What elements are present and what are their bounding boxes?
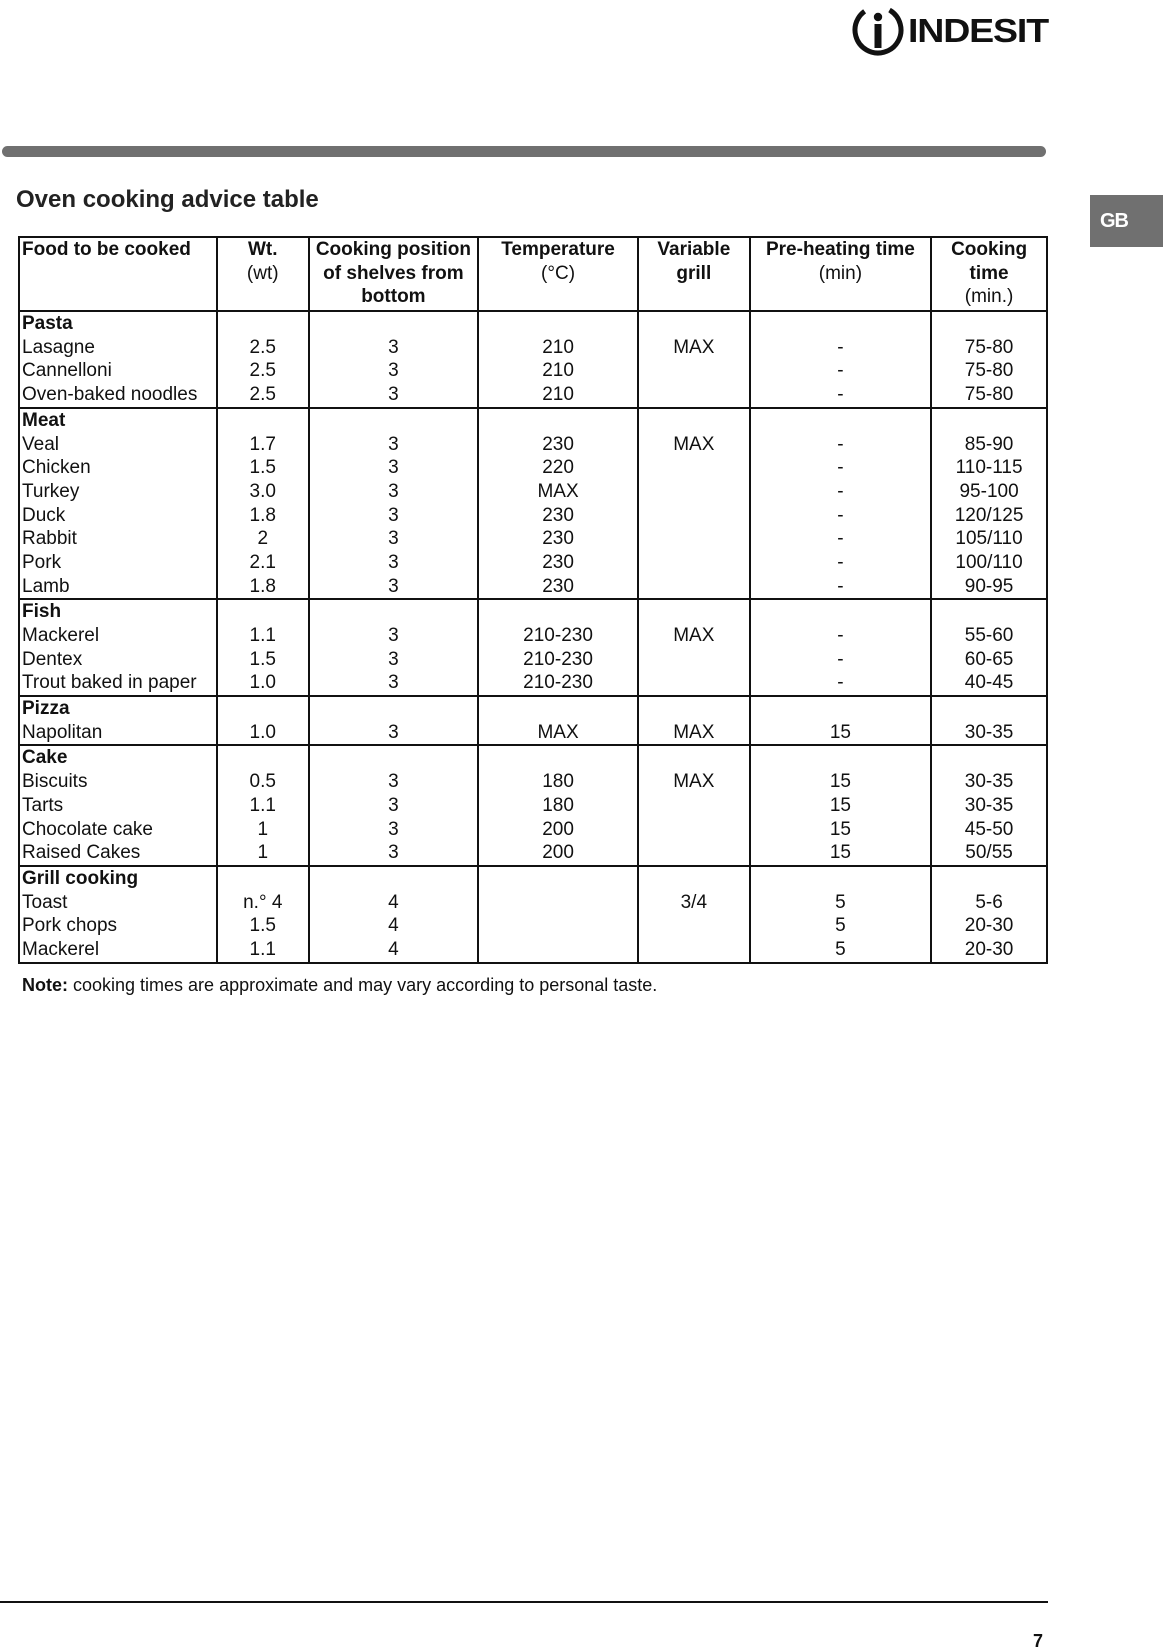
value-preheat: - xyxy=(837,360,844,382)
grill-value: MAX xyxy=(673,721,715,743)
value-temperature: 230 xyxy=(542,575,574,597)
cell-wt xyxy=(217,745,309,865)
language-tab: GB xyxy=(1090,195,1163,247)
grill-value: MAX xyxy=(673,771,715,793)
spacer xyxy=(479,746,637,770)
value-shelf: 3 xyxy=(388,721,399,743)
value-shelf: 4 xyxy=(388,891,399,913)
value-wt: 2 xyxy=(257,528,269,550)
value-shelf: 3 xyxy=(388,384,399,406)
spacer xyxy=(479,867,637,891)
value-preheat: - xyxy=(837,625,844,647)
value-cooking-time: 5-6 xyxy=(975,891,1003,913)
value-preheat: 15 xyxy=(829,842,851,864)
cell-grill xyxy=(638,866,750,963)
value-wt: n.° 4 xyxy=(243,891,283,913)
value-shelf: 3 xyxy=(388,336,399,358)
value-cooking-time: 50/55 xyxy=(965,842,1013,864)
value-temperature: 180 xyxy=(542,771,574,793)
cell-shelf xyxy=(309,408,479,600)
indesit-logo xyxy=(850,2,1050,58)
spacer xyxy=(639,697,749,721)
value-cooking-time: 105/110 xyxy=(955,528,1023,550)
cell-food xyxy=(19,311,217,408)
value-temperature: 210-230 xyxy=(523,672,593,694)
value-wt: 1.0 xyxy=(249,672,276,694)
value-shelf: 3 xyxy=(388,360,399,382)
spacer xyxy=(218,697,308,721)
value-shelf: 3 xyxy=(388,480,399,502)
spacer xyxy=(751,600,930,624)
food-name: Mackerel xyxy=(22,625,100,647)
value-preheat: 15 xyxy=(829,771,851,793)
cell-wt xyxy=(217,696,309,745)
spacer xyxy=(932,746,1046,770)
food-name: Duck xyxy=(22,504,66,526)
spacer xyxy=(218,746,308,770)
value-shelf: 3 xyxy=(388,625,399,647)
spacer xyxy=(932,600,1046,624)
cell-cooking-time xyxy=(931,408,1047,600)
value-temperature: 230 xyxy=(542,528,574,550)
value-shelf: 3 xyxy=(388,528,399,550)
cell-wt xyxy=(217,408,309,600)
category-label: Grill cooking xyxy=(22,867,139,889)
group-row xyxy=(19,696,1047,745)
category-label: Meat xyxy=(22,409,66,431)
value-preheat: - xyxy=(837,551,844,573)
value-shelf: 3 xyxy=(388,771,399,793)
value-cooking-time: 40-45 xyxy=(964,672,1014,694)
cell-grill xyxy=(638,745,750,865)
value-cooking-time: 100/110 xyxy=(955,551,1023,573)
value-wt: 1.8 xyxy=(249,575,276,597)
value-preheat: - xyxy=(837,672,844,694)
value-shelf: 3 xyxy=(388,504,399,526)
value-shelf: 4 xyxy=(388,915,399,937)
cell-food xyxy=(19,745,217,865)
spacer xyxy=(932,409,1046,433)
value-shelf: 3 xyxy=(388,575,399,597)
col-header-cooking-time: Cooking time (min.) xyxy=(931,237,1047,311)
value-preheat: 15 xyxy=(829,818,851,840)
cell-temperature xyxy=(478,866,638,963)
spacer xyxy=(932,697,1046,721)
cell-preheat xyxy=(750,311,931,408)
cell-shelf xyxy=(309,745,479,865)
group-row xyxy=(19,599,1047,696)
value-temperature: 220 xyxy=(542,457,574,479)
grill-value: MAX xyxy=(673,625,715,647)
value-temperature: 230 xyxy=(542,504,574,526)
cell-grill xyxy=(638,696,750,745)
value-cooking-time: 75-80 xyxy=(964,360,1014,382)
value-cooking-time: 75-80 xyxy=(964,384,1014,406)
food-name: Rabbit xyxy=(22,528,77,550)
value-preheat: 15 xyxy=(829,721,851,743)
value-wt: 1.8 xyxy=(249,504,276,526)
value-preheat: - xyxy=(837,528,844,550)
value-cooking-time: 30-35 xyxy=(964,771,1014,793)
cell-shelf xyxy=(309,599,479,696)
spacer xyxy=(310,312,478,336)
value-shelf: 3 xyxy=(388,672,399,694)
spacer xyxy=(479,312,637,336)
cell-preheat xyxy=(750,745,931,865)
cell-temperature xyxy=(478,599,638,696)
grill-value: 3/4 xyxy=(680,891,708,913)
value-temperature: 200 xyxy=(542,842,574,864)
value-wt: 1.1 xyxy=(249,625,276,647)
spacer xyxy=(310,867,478,891)
value-shelf: 3 xyxy=(388,794,399,816)
value-shelf: 4 xyxy=(388,938,399,960)
value-cooking-time: 20-30 xyxy=(964,938,1014,960)
spacer xyxy=(751,746,930,770)
spacer xyxy=(479,697,637,721)
note: Note: cooking times are approximate and may vary according to personal taste. xyxy=(22,975,658,995)
col-header-food: Food to be cooked xyxy=(19,237,217,311)
value-preheat: - xyxy=(837,648,844,670)
footer-rule xyxy=(0,1601,1048,1603)
value-temperature: 230 xyxy=(542,551,574,573)
food-name: Cannelloni xyxy=(22,360,112,382)
grill-value: MAX xyxy=(673,336,715,358)
cell-preheat xyxy=(750,866,931,963)
col-header-temperature: Temperature (°C) xyxy=(478,237,638,311)
food-name: Lasagne xyxy=(22,336,95,358)
spacer xyxy=(310,600,478,624)
food-name: Toast xyxy=(22,891,68,913)
category-label: Pasta xyxy=(22,313,73,335)
value-temperature: 180 xyxy=(542,794,574,816)
cell-cooking-time xyxy=(931,866,1047,963)
food-name: Biscuits xyxy=(22,771,88,793)
value-temperature xyxy=(479,914,637,938)
cell-cooking-time xyxy=(931,599,1047,696)
cell-food xyxy=(19,696,217,745)
value-temperature: 210-230 xyxy=(523,648,593,670)
spacer xyxy=(479,409,637,433)
cell-wt xyxy=(217,311,309,408)
value-preheat: 5 xyxy=(835,938,846,960)
cell-temperature xyxy=(478,311,638,408)
value-wt: 1.5 xyxy=(249,648,276,670)
value-temperature: 210 xyxy=(542,360,574,382)
cell-cooking-time xyxy=(931,745,1047,865)
cell-cooking-time xyxy=(931,696,1047,745)
spacer xyxy=(310,409,478,433)
spacer xyxy=(751,697,930,721)
page-number: 7 xyxy=(1033,1631,1044,1651)
value-preheat: 15 xyxy=(829,794,851,816)
food-name: Turkey xyxy=(22,480,80,502)
spacer xyxy=(218,600,308,624)
value-wt: 1.0 xyxy=(249,721,276,743)
value-wt: 1 xyxy=(257,818,269,840)
cell-preheat xyxy=(750,599,931,696)
group-row xyxy=(19,311,1047,408)
value-temperature: MAX xyxy=(537,721,579,743)
value-temperature: 230 xyxy=(542,433,574,455)
cell-shelf xyxy=(309,311,479,408)
cell-wt xyxy=(217,599,309,696)
value-shelf: 3 xyxy=(388,433,399,455)
value-cooking-time: 60-65 xyxy=(964,648,1014,670)
value-preheat: - xyxy=(837,504,844,526)
value-wt: 2.1 xyxy=(249,551,276,573)
cell-food xyxy=(19,408,217,600)
cell-cooking-time xyxy=(931,311,1047,408)
col-header-shelf: Cooking position of shelves from bottom xyxy=(309,237,479,311)
page-title: Oven cooking advice table xyxy=(16,186,319,213)
value-wt: 1 xyxy=(257,842,269,864)
cell-grill xyxy=(638,311,750,408)
value-shelf: 3 xyxy=(388,648,399,670)
value-cooking-time: 30-35 xyxy=(964,794,1014,816)
spacer xyxy=(218,409,308,433)
cell-preheat xyxy=(750,408,931,600)
food-name: Chicken xyxy=(22,457,91,479)
spacer xyxy=(310,697,478,721)
col-header-grill: Variable grill xyxy=(638,237,750,311)
value-preheat: - xyxy=(837,457,844,479)
food-name: Pork xyxy=(22,551,62,573)
food-name: Dentex xyxy=(22,648,83,670)
value-preheat: - xyxy=(837,575,844,597)
group-row xyxy=(19,408,1047,600)
category-label: Fish xyxy=(22,601,62,623)
spacer xyxy=(218,867,308,891)
value-shelf: 3 xyxy=(388,842,399,864)
value-cooking-time: 75-80 xyxy=(964,336,1014,358)
value-preheat: - xyxy=(837,336,844,358)
value-cooking-time: 85-90 xyxy=(964,433,1014,455)
value-cooking-time: 90-95 xyxy=(964,575,1014,597)
cell-wt xyxy=(217,866,309,963)
value-cooking-time: 55-60 xyxy=(964,625,1014,647)
value-temperature xyxy=(479,891,637,915)
category-label: Pizza xyxy=(22,698,70,720)
spacer xyxy=(932,312,1046,336)
food-name: Napolitan xyxy=(22,721,103,743)
value-cooking-time: 30-35 xyxy=(964,721,1014,743)
value-shelf: 3 xyxy=(388,551,399,573)
value-preheat: - xyxy=(837,433,844,455)
cell-food xyxy=(19,599,217,696)
value-wt: 1.5 xyxy=(249,457,276,479)
value-cooking-time: 95-100 xyxy=(959,480,1019,502)
spacer xyxy=(751,312,930,336)
value-temperature: 210-230 xyxy=(523,625,593,647)
table-header-row xyxy=(19,237,1047,311)
cell-grill xyxy=(638,408,750,600)
value-temperature: MAX xyxy=(537,480,579,502)
value-temperature: 210 xyxy=(542,336,574,358)
value-cooking-time: 45-50 xyxy=(964,818,1014,840)
food-name: Oven-baked noodles xyxy=(22,384,198,406)
cell-temperature xyxy=(478,408,638,600)
group-row xyxy=(19,866,1047,963)
food-name: Tarts xyxy=(22,794,64,816)
food-name: Chocolate cake xyxy=(22,818,153,840)
value-wt: 1.5 xyxy=(249,915,276,937)
col-header-wt: Wt. (wt) xyxy=(217,237,309,311)
value-preheat: 5 xyxy=(835,915,846,937)
spacer xyxy=(932,867,1046,891)
food-name: Mackerel xyxy=(22,938,100,960)
header-rule xyxy=(2,146,1046,157)
col-header-preheat: Pre-heating time (min) xyxy=(750,237,931,311)
value-shelf: 3 xyxy=(388,457,399,479)
value-temperature: 210 xyxy=(542,384,574,406)
brand-name: INDESIT xyxy=(908,12,1049,49)
advice-table xyxy=(18,236,1048,964)
spacer xyxy=(751,409,930,433)
cell-food xyxy=(19,866,217,963)
cell-temperature xyxy=(478,696,638,745)
food-name: Trout baked in paper xyxy=(22,672,197,694)
value-wt: 2.5 xyxy=(249,336,276,358)
grill-value: MAX xyxy=(673,433,715,455)
category-label: Cake xyxy=(22,747,68,769)
value-cooking-time: 110-115 xyxy=(955,457,1023,479)
value-preheat: - xyxy=(837,480,844,502)
spacer xyxy=(479,600,637,624)
group-row xyxy=(19,745,1047,865)
food-name: Veal xyxy=(22,433,59,455)
value-preheat: 5 xyxy=(835,891,846,913)
value-wt: 0.5 xyxy=(249,771,276,793)
cell-grill xyxy=(638,599,750,696)
spacer xyxy=(310,746,478,770)
value-wt: 1.1 xyxy=(249,794,276,816)
value-wt: 1.1 xyxy=(249,938,276,960)
value-preheat: - xyxy=(837,384,844,406)
cell-shelf xyxy=(309,866,479,963)
value-temperature xyxy=(479,938,637,962)
cell-temperature xyxy=(478,745,638,865)
spacer xyxy=(218,312,308,336)
food-name: Pork chops xyxy=(22,915,118,937)
cell-preheat xyxy=(750,696,931,745)
food-name: Raised Cakes xyxy=(22,842,141,864)
spacer xyxy=(751,867,930,891)
value-wt: 1.7 xyxy=(249,433,276,455)
value-shelf: 3 xyxy=(388,818,399,840)
value-wt: 3.0 xyxy=(249,480,276,502)
value-temperature: 200 xyxy=(542,818,574,840)
value-wt: 2.5 xyxy=(249,360,276,382)
value-cooking-time: 120/125 xyxy=(954,504,1024,526)
food-name: Lamb xyxy=(22,575,70,597)
cell-shelf xyxy=(309,696,479,745)
value-cooking-time: 20-30 xyxy=(964,915,1014,937)
value-wt: 2.5 xyxy=(249,384,276,406)
